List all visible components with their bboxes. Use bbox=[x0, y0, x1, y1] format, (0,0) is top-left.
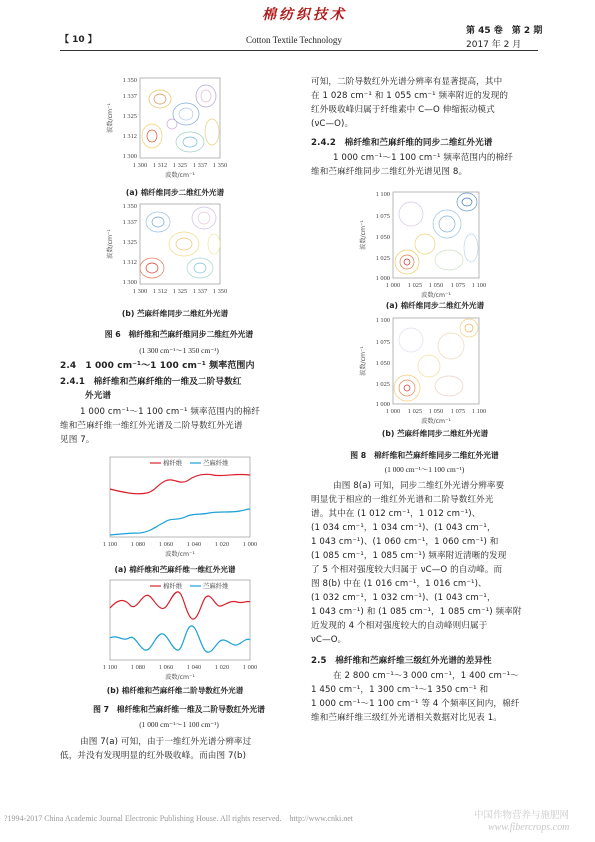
legend-ramie: 苎麻纤维 bbox=[203, 582, 229, 590]
figure-6a-caption: (a) 棉纤维同步二维红外光谱 bbox=[125, 188, 225, 197]
x-tick: 1 100 bbox=[471, 282, 487, 289]
y-tick: 1 025 bbox=[375, 381, 390, 388]
figure-6b-contour bbox=[90, 200, 260, 310]
y-tick: 1 300 bbox=[122, 153, 137, 160]
x-tick: 1 000 bbox=[242, 664, 258, 671]
figure-8b-contour bbox=[345, 314, 520, 426]
watermark-cn: 中国作物营养与施肥网 bbox=[474, 810, 570, 821]
figure-7b-caption: (b) 棉纤维和苎麻纤维二阶导数红外光谱 bbox=[106, 686, 244, 695]
paragraph-line: 1 000 cm⁻¹～1 100 cm⁻¹ 频率范围内的棉纤 bbox=[80, 407, 260, 417]
paragraph-line: 红外吸收峰归属于纤维素中 C—O 伸缩振动模式 bbox=[311, 105, 495, 115]
x-tick: 1 025 bbox=[407, 282, 423, 289]
x-tick: 1 075 bbox=[450, 282, 466, 289]
paragraph-line: (1 032 cm⁻¹，1 032 cm⁻¹)、(1 043 cm⁻¹， bbox=[311, 593, 496, 603]
figure-7-range: (1 000 cm⁻¹～1 100 cm⁻¹) bbox=[139, 720, 219, 729]
x-tick: 1 325 bbox=[172, 288, 188, 295]
watermark-url: www.fibercrops.com bbox=[488, 822, 570, 833]
y-tick: 1 075 bbox=[375, 339, 390, 346]
paragraph-line: 维和苎麻纤维三级红外光谱相关数据对比见表 1。 bbox=[311, 713, 502, 723]
page-number: 【 10 】 bbox=[60, 35, 97, 45]
y-tick: 1 325 bbox=[122, 113, 137, 120]
y-tick: 1 312 bbox=[122, 259, 137, 266]
figure-7a-caption: (a) 棉纤维和苎麻纤维一维红外光谱 bbox=[114, 565, 236, 574]
paragraph-line: 1 000 cm⁻¹～1 100 cm⁻¹ 等 4 个频率区间内，棉纤 bbox=[311, 699, 520, 709]
y-tick: 1 050 bbox=[375, 234, 390, 241]
section-2-4-1-heading: 2.4.1 棉纤维和苎麻纤维的一维及二阶导数红 bbox=[60, 377, 242, 387]
legend-ramie: 苎麻纤维 bbox=[203, 459, 229, 467]
x-tick: 1 300 bbox=[132, 288, 148, 295]
figure-8a-contour bbox=[345, 188, 520, 300]
publication-date: 2017 年 2 月 bbox=[466, 40, 522, 50]
paragraph-line: 1 450 cm⁻¹，1 300 cm⁻¹～1 350 cm⁻¹ 和 bbox=[311, 685, 489, 695]
x-axis-label: 波数/cm⁻¹ bbox=[165, 172, 195, 179]
header-rule bbox=[60, 50, 538, 51]
x-axis-label: 波数/cm⁻¹ bbox=[421, 292, 451, 299]
y-tick: 1 300 bbox=[122, 279, 137, 286]
x-tick: 1 300 bbox=[132, 162, 148, 169]
paragraph-line: 由图 7(a) 可知，由于一维红外光谱分辨率过 bbox=[80, 737, 252, 747]
paragraph-line: 在 2 800 cm⁻¹～3 000 cm⁻¹，1 400 cm⁻¹～ bbox=[333, 671, 519, 681]
figure-7-caption: 图 7 棉纤维和苎麻纤维一维及二阶导数红外光谱 bbox=[93, 705, 265, 714]
x-tick: 1 325 bbox=[172, 162, 188, 169]
x-tick: 1 000 bbox=[385, 282, 401, 289]
figure-6-caption: 图 6 棉纤维和苎麻纤维同步二维红外光谱 bbox=[104, 330, 254, 339]
section-2-4-1-heading-cont: 外光谱 bbox=[85, 391, 112, 401]
section-2-4-heading: 2.4 1 000 cm⁻¹～1 100 cm⁻¹ 频率范围内 bbox=[60, 361, 255, 371]
x-tick: 1 350 bbox=[212, 162, 228, 169]
x-axis-label: 波数/cm⁻¹ bbox=[165, 674, 195, 681]
figure-8-range: (1 000 cm⁻¹～1 100 cm⁻¹) bbox=[384, 465, 465, 474]
x-tick: 1 040 bbox=[186, 664, 202, 671]
legend-cotton: 棉纤维 bbox=[163, 459, 183, 467]
y-tick: 1 100 bbox=[375, 191, 390, 198]
x-tick: 1 100 bbox=[102, 541, 118, 548]
paragraph-line: 图 8(b) 中在 (1 016 cm⁻¹，1 016 cm⁻¹)、 bbox=[311, 579, 487, 589]
section-2-4-2-heading: 2.4.2 棉纤维和苎麻纤维的同步二维红外光谱 bbox=[311, 138, 493, 148]
x-tick: 1 020 bbox=[214, 664, 230, 671]
y-tick: 1 350 bbox=[122, 203, 137, 210]
section-2-5-heading: 2.5 棉纤维和苎麻纤维三级红外光谱的差异性 bbox=[311, 656, 492, 666]
paragraph-line: 可知，二阶导数红外光谱分辨率有显著提高，其中 bbox=[311, 77, 503, 87]
x-tick: 1 312 bbox=[152, 162, 168, 169]
y-axis-label: 波数/cm⁻¹ bbox=[107, 103, 114, 133]
x-tick: 1 100 bbox=[471, 408, 487, 415]
paragraph-line: (νC—O)。 bbox=[311, 119, 354, 129]
figure-8a-caption: (a) 棉纤维同步二维红外光谱 bbox=[385, 301, 485, 310]
y-tick: 1 312 bbox=[122, 133, 137, 140]
x-axis-label: 波数/cm⁻¹ bbox=[421, 418, 451, 425]
x-tick: 1 337 bbox=[192, 288, 208, 295]
x-tick: 1 100 bbox=[102, 664, 118, 671]
x-axis-label: 波数/cm⁻¹ bbox=[165, 551, 195, 558]
figure-6a-contour bbox=[90, 74, 260, 184]
paragraph-line: 1 000 cm⁻¹～1 100 cm⁻¹ 频率范围内的棉纤 bbox=[333, 153, 513, 163]
x-tick: 1 000 bbox=[385, 408, 401, 415]
figure-8-caption: 图 8 棉纤维和苎麻纤维同步二维红外光谱 bbox=[350, 451, 499, 460]
figure-6b-caption: (b) 苎麻纤维同步二维红外光谱 bbox=[121, 309, 229, 318]
y-axis-label: 波数/cm⁻¹ bbox=[107, 229, 114, 259]
x-tick: 1 020 bbox=[214, 541, 230, 548]
y-tick: 1 100 bbox=[375, 317, 390, 324]
x-tick: 1 000 bbox=[242, 541, 258, 548]
paragraph-line: 低，并没有发现明显的红外吸收峰。而由图 7(b) bbox=[60, 751, 247, 761]
paragraph-line: (1 034 cm⁻¹，1 034 cm⁻¹)、(1 043 cm⁻¹， bbox=[311, 523, 496, 533]
paragraph-line: 见图 7。 bbox=[60, 435, 95, 445]
legend-cotton: 棉纤维 bbox=[163, 582, 183, 590]
paragraph-line: 1 043 cm⁻¹)、(1 060 cm⁻¹，1 060 cm⁻¹) 和 bbox=[311, 537, 499, 547]
x-tick: 1 060 bbox=[158, 541, 174, 548]
volume-issue: 第 45 卷 第 2 期 bbox=[466, 26, 543, 36]
y-axis-label: 波数/cm⁻¹ bbox=[360, 346, 367, 376]
x-tick: 1 080 bbox=[130, 541, 146, 548]
paragraph-line: 近发现的 4 个相对强度较大的自动峰则归属于 bbox=[311, 621, 488, 631]
y-tick: 1 337 bbox=[122, 93, 137, 100]
figure-6-range: (1 300 cm⁻¹～1 350 cm⁻¹) bbox=[139, 346, 219, 355]
y-tick: 1 000 bbox=[375, 275, 390, 282]
paragraph-line: νC—O。 bbox=[311, 635, 347, 645]
x-tick: 1 040 bbox=[186, 541, 202, 548]
x-tick: 1 075 bbox=[450, 408, 466, 415]
paragraph-line: 明显优于相应的一维红外光谱和二阶导数红外光 bbox=[311, 495, 494, 505]
y-tick: 1 325 bbox=[122, 239, 137, 246]
y-tick: 1 350 bbox=[122, 77, 137, 84]
paragraph-line: 由图 8(a) 可知，同步二维红外光谱分辨率要 bbox=[333, 481, 505, 491]
paragraph-line: 1 043 cm⁻¹) 和 (1 085 cm⁻¹，1 085 cm⁻¹) 频率附 bbox=[311, 607, 522, 617]
paragraph-line: 谱。其中在 (1 012 cm⁻¹，1 012 cm⁻¹)、 bbox=[311, 509, 481, 519]
figure-7b-line-chart bbox=[95, 578, 258, 688]
x-tick: 1 060 bbox=[158, 664, 174, 671]
x-tick: 1 350 bbox=[212, 288, 228, 295]
x-tick: 1 050 bbox=[428, 408, 444, 415]
journal-english-title: Cotton Textile Technology bbox=[246, 35, 342, 45]
figure-7a-line-chart bbox=[95, 455, 258, 565]
copyright-footer: ?1994-2017 China Academic Journal Electronic Publishing House. All rights reserved. http://www.cnki.net bbox=[4, 814, 353, 823]
paragraph-line: 在 1 028 cm⁻¹ 和 1 055 cm⁻¹ 频率附近的发现的 bbox=[311, 91, 509, 101]
y-tick: 1 075 bbox=[375, 213, 390, 220]
y-tick: 1 050 bbox=[375, 360, 390, 367]
x-tick: 1 312 bbox=[152, 288, 168, 295]
y-tick: 1 000 bbox=[375, 401, 390, 408]
paragraph-line: 维和苎麻纤维同步二维红外光谱见图 8。 bbox=[311, 167, 468, 177]
paragraph-line: 了 5 个相对强度较大归属于 νC—O 的自动峰。而 bbox=[311, 565, 503, 575]
paragraph-line: (1 085 cm⁻¹，1 085 cm⁻¹) 频率附近清晰的发现 bbox=[311, 551, 507, 561]
x-tick: 1 025 bbox=[407, 408, 423, 415]
y-tick: 1 337 bbox=[122, 219, 137, 226]
x-tick: 1 050 bbox=[428, 282, 444, 289]
x-tick: 1 080 bbox=[130, 664, 146, 671]
y-tick: 1 025 bbox=[375, 255, 390, 262]
paragraph-line: 维和苎麻纤维一维红外光谱及二阶导数红外光谱 bbox=[60, 421, 243, 431]
figure-8b-caption: (b) 苎麻纤维同步二维红外光谱 bbox=[381, 429, 489, 438]
journal-title: 棉纺织技术 bbox=[262, 8, 347, 23]
x-tick: 1 337 bbox=[192, 162, 208, 169]
y-axis-label: 波数/cm⁻¹ bbox=[360, 220, 367, 250]
